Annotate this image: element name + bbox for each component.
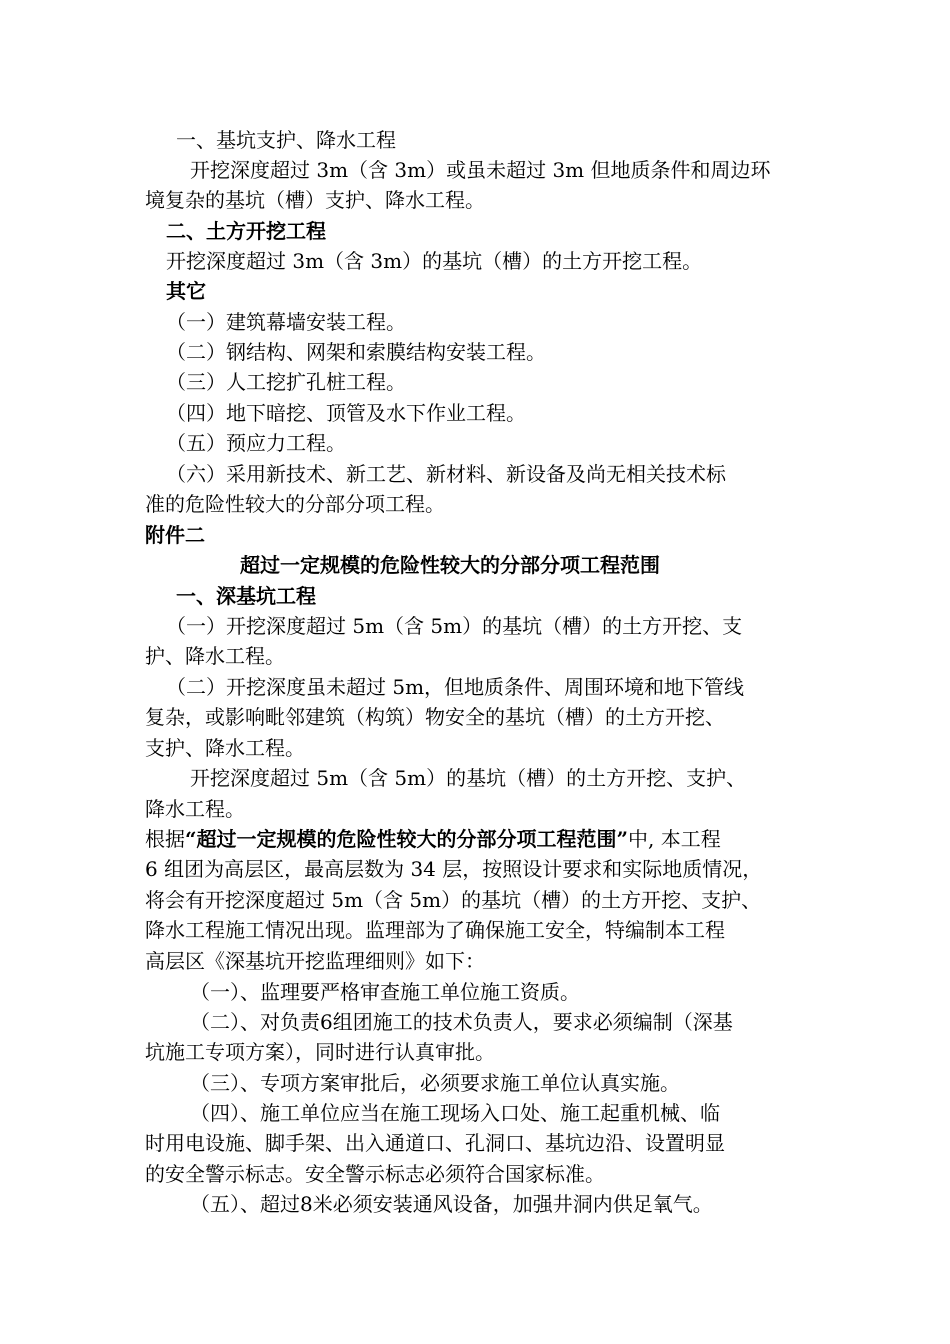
appendix-item2-line2: 复杂，或影响毗邻建筑（构筑）物安全的基坑（槽）的土方开挖、 [145,705,725,729]
appendix-para-line1: 开挖深度超过 5m（含 5m）的基坑（槽）的土方开挖、支护、 [190,766,747,790]
appendix-item2-line1: （二）开挖深度虽未超过 5m，但地质条件、周围环境和地下管线 [166,675,745,699]
basis-line3: 将会有开挖深度超过 5m（含 5m）的基坑（槽）的土方开挖、支护、 [145,888,762,912]
basis-prefix: 根据 [145,827,185,851]
appendix-title: 超过一定规模的危险性较大的分部分项工程范围 [240,553,660,577]
other-item-2: （二）钢结构、网架和索膜结构安装工程。 [166,340,546,364]
measure-3: （三）、专项方案审批后，必须要求施工单位认真实施。 [190,1071,680,1095]
section1-body-line1: 开挖深度超过 3m（含 3m）或虽未超过 3m 但地质条件和周边环 [190,158,771,182]
other-item-5: （五）预应力工程。 [166,431,346,455]
appendix-para-line2: 降水工程。 [145,797,245,821]
basis-suffix: 中, 本工程 [628,827,721,851]
measure-2-line2: 坑施工专项方案），同时进行认真审批。 [145,1040,495,1064]
basis-line1 [145,824,721,854]
appendix-item1-line1: （一）开挖深度超过 5m（含 5m）的基坑（槽）的土方开挖、支 [166,614,743,638]
section2-body: 开挖深度超过 3m（含 3m）的基坑（槽）的土方开挖工程。 [166,249,703,273]
basis-line2: 6 组团为高层区，最高层数为 34 层，按照设计要求和实际地质情况， [145,857,763,881]
other-heading: 其它 [166,279,206,303]
section2-heading: 二、土方开挖工程 [166,219,326,243]
section1-body-line2: 境复杂的基坑（槽）支护、降水工程。 [145,188,485,212]
other-item-4: （四）地下暗挖、顶管及水下作业工程。 [166,401,526,425]
other-item-6-line1: （六）采用新技术、新工艺、新材料、新设备及尚无相关技术标 [166,462,726,486]
measure-4-line3: 的安全警示标志。安全警示标志必须符合国家标准。 [145,1162,605,1186]
appendix-heading: 一、深基坑工程 [176,584,316,608]
measure-4-line1: （四）、施工单位应当在施工现场入口处、施工起重机械、临 [190,1101,720,1125]
appendix-label: 附件二 [145,523,205,547]
section1-heading: 一、基坑支护、降水工程 [176,128,396,152]
measure-4-line2: 时用电设施、脚手架、出入通道口、孔洞口、基坑边沿、设置明显 [145,1131,725,1155]
measure-1: （一）、监理要严格审查施工单位施工资质。 [190,980,580,1004]
appendix-item1-line2: 护、降水工程。 [145,644,285,668]
basis-line5: 高层区《深基坑开挖监理细则》如下： [145,949,485,973]
other-item-1: （一）建筑幕墙安装工程。 [166,310,406,334]
appendix-item2-line3: 支护、降水工程。 [145,736,305,760]
basis-quoted-title: “超过一定规模的危险性较大的分部分项工程范围” [185,827,629,851]
other-item-6-line2: 准的危险性较大的分部分项工程。 [145,492,445,516]
other-item-3: （三）人工挖扩孔桩工程。 [166,370,406,394]
basis-line4: 降水工程施工情况出现。监理部为了确保施工安全，特编制本工程 [145,918,725,942]
measure-2-line1: （二）、对负责6组团施工的技术负责人，要求必须编制（深基 [190,1010,733,1034]
measure-5: （五）、超过8米必须安装通风设备，加强井洞内供足氧气。 [190,1192,713,1216]
